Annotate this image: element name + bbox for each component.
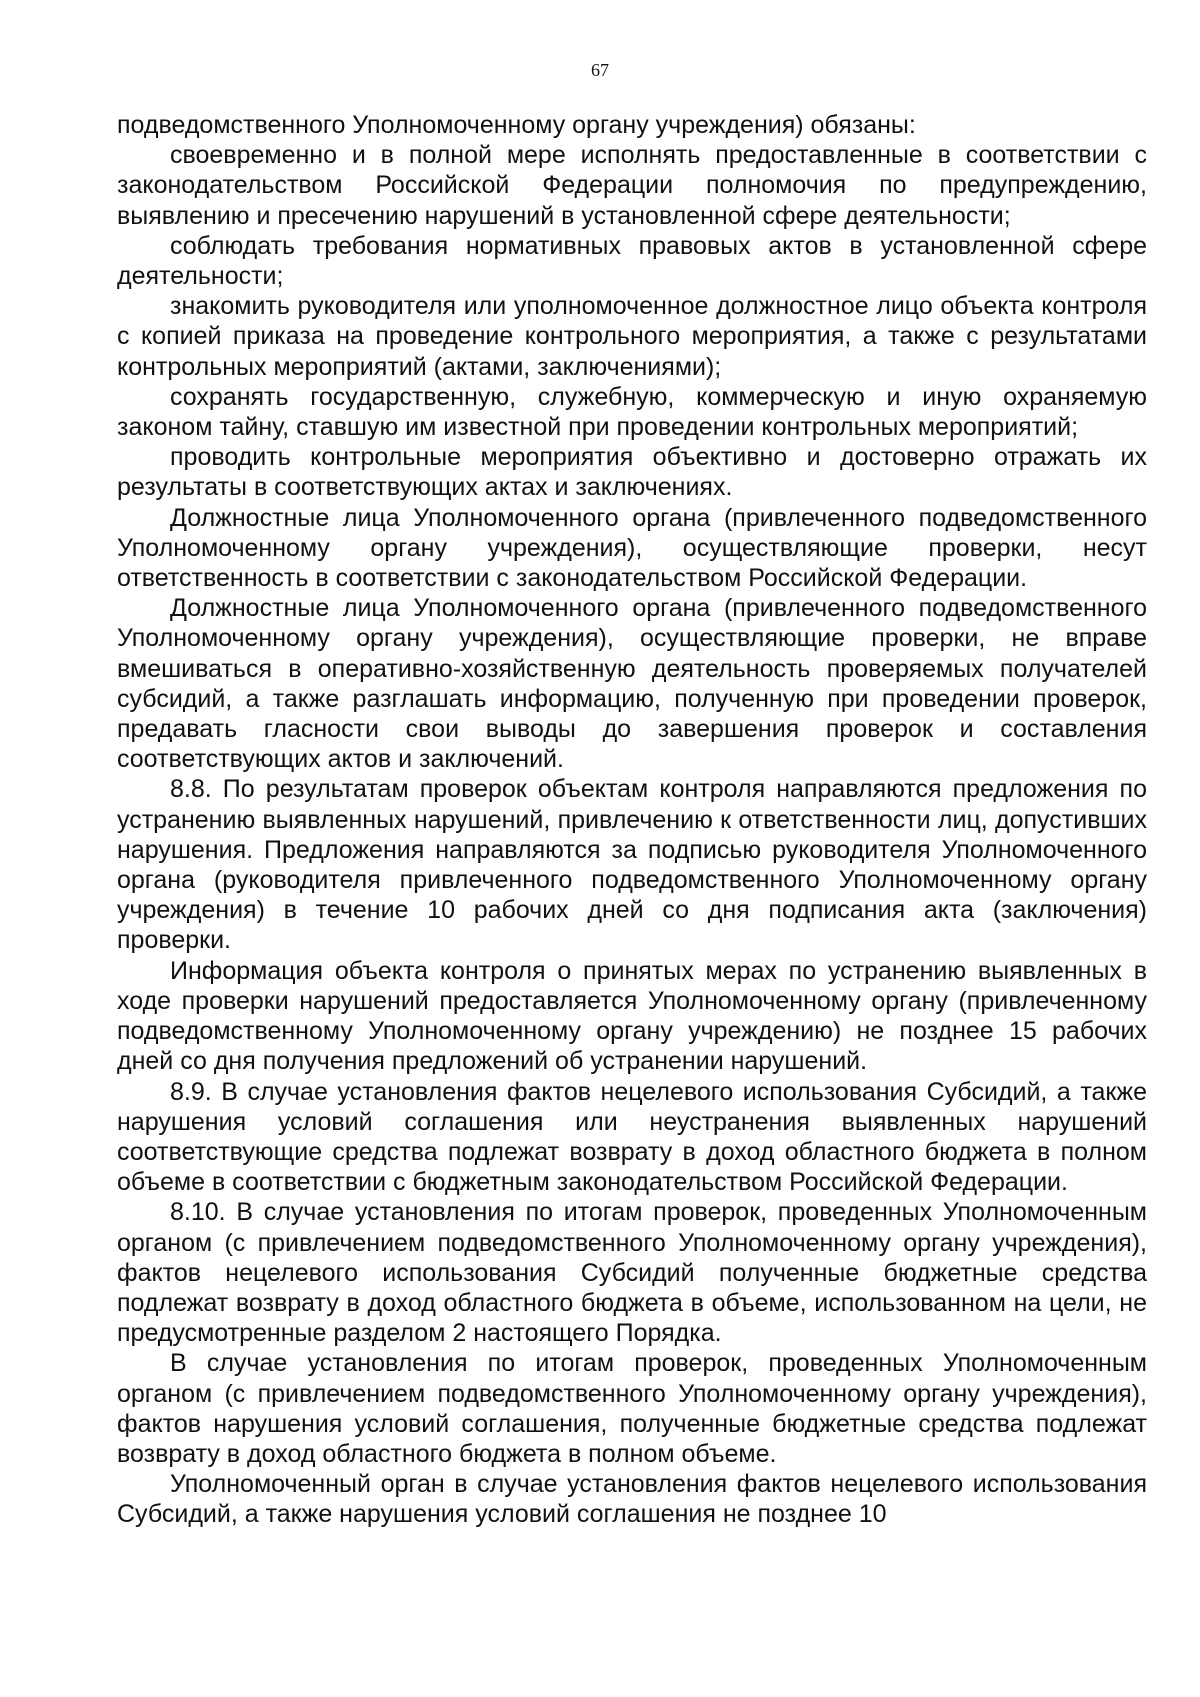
paragraph: своевременно и в полной мере исполнять предоставленные в соответствии с законодательством Российской Федерации полномочия по предупреждению, выявлению и пресечению нарушений в установленной сфере деятельности; — [117, 141, 1147, 230]
paragraph: Должностные лица Уполномоченного органа (привлеченного подведомственного Уполномоченному органу учреждения), осуществляющие проверки, не вправе вмешиваться в оперативно-хозяйственную деятельность проверяемых получателей субсидий, а также разглашать информацию, полученную при проведении проверок, предавать гласности свои выводы до завершения проверок и составления соответствующих актов и заключений. — [117, 594, 1147, 774]
paragraph: Должностные лица Уполномоченного органа (привлеченного подведомственного Уполномоченному органу учреждения), осуществляющие проверки, несут ответственность в соответствии с законодательством Российской Федерации. — [117, 503, 1147, 593]
document-body — [117, 110, 1147, 1530]
paragraph: соблюдать требования нормативных правовых актов в установленной сфере деятельности; — [117, 231, 1147, 291]
paragraph: 8.9. В случае установления фактов нецелевого использования Субсидий, а также нарушения условий соглашения или неустранения выявленных нарушений соответствующие средства подлежат возврату в доход областного бюджета в полном объеме в соответствии с бюджетным законодательством Российской Федерации. — [117, 1077, 1147, 1197]
paragraph: 8.8. По результатам проверок объектам контроля направляются предложения по устранению выявленных нарушений, привлечению к ответственности лиц, допустивших нарушения. Предложения направляются за подписью руководителя Уполномоченного органа (руководителя привлеченного подведомственного Уполномоченному органу учреждения) в течение 10 рабочих дней со дня подписания акта (заключения) проверки. — [117, 775, 1147, 955]
paragraph: сохранять государственную, служебную, коммерческую и иную охраняемую законом тайну, ставшую им известной при проведении контрольных мероприятий; — [117, 382, 1147, 442]
paragraph: подведомственного Уполномоченному органу учреждения) обязаны: — [117, 111, 916, 139]
paragraph: Информация объекта контроля о принятых мерах по устранению выявленных в ходе проверки нарушений предоставляется Уполномоченному органу (привлеченному подведомственному Уполномоченному органу учреждению) не позднее 15 рабочих дней со дня получения предложений об устранении нарушений. — [117, 956, 1147, 1076]
paragraph: Уполномоченный орган в случае установления фактов нецелевого использования Субсидий, а также нарушения условий соглашения не позднее 10 — [117, 1470, 1147, 1529]
page-number: 67 — [591, 60, 609, 80]
paragraph: В случае установления по итогам проверок, проведенных Уполномоченным органом (с привлечением подведомственного Уполномоченному органу учреждения), фактов нарушения условий соглашения, полученные бюджетные средства подлежат возврату в доход областного бюджета в полном объеме. — [117, 1349, 1147, 1468]
paragraph: проводить контрольные мероприятия объективно и достоверно отражать их результаты в соответствующих актах и заключениях. — [117, 443, 1147, 502]
paragraph: знакомить руководителя или уполномоченное должностное лицо объекта контроля с копией приказа на проведение контрольного мероприятия, а также с результатами контрольных мероприятий (актами, заключениями); — [117, 292, 1147, 381]
paragraph: 8.10. В случае установления по итогам проверок, проведенных Уполномоченным органом (с привлечением подведомственного Уполномоченному органу учреждения), фактов нецелевого использования Субсидий полученные бюджетные средства подлежат возврату в доход областного бюджета в объеме, использованном на цели, не предусмотренные разделом 2 настоящего Порядка. — [117, 1198, 1147, 1348]
